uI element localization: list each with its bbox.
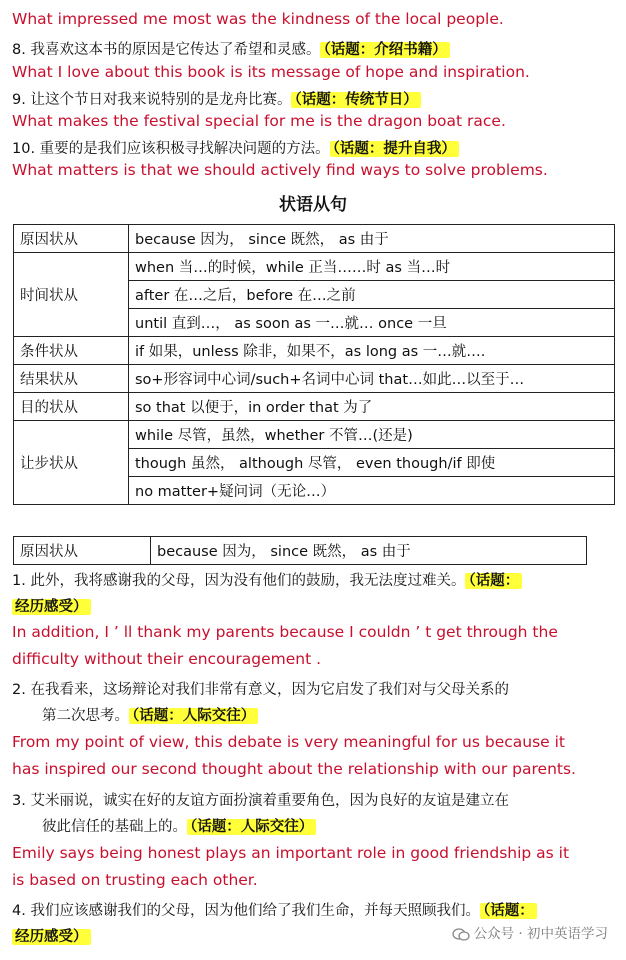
- table-row: [14, 337, 615, 365]
- table-cell: though 虽然， although 尽管， even though/if 即使: [129, 449, 615, 477]
- example-1-en-1: In addition, I ’ ll thank my parents because I couldn ’ t get through the: [12, 623, 558, 641]
- topic-tag: （话题：介绍书籍）: [320, 42, 449, 58]
- sentence-9-cn: [12, 88, 421, 109]
- example-1-tag-line: [12, 595, 91, 616]
- example-2-en-1: From my point of view, this debate is very meaningful for us because it: [12, 733, 565, 751]
- sentence-10-cn-text: 10. 重要的是我们应该积极寻找解决问题的方法。: [12, 141, 330, 157]
- wechat-icon: [452, 928, 470, 941]
- example-4-cn-text: 4. 我们应该感谢我们的父母，因为他们给了我们生命，并每天照顾我们。: [12, 903, 480, 919]
- example-3-en-1: Emily says being honest plays an important role in good friendship as it: [12, 844, 570, 862]
- table-cell: after 在…之后，before 在…之前: [129, 281, 615, 309]
- sentence-10-en: What matters is that we should actively find ways to solve problems.: [12, 161, 548, 179]
- topic-tag: 经历感受）: [12, 929, 91, 945]
- table-row: [14, 393, 615, 421]
- row-header-reason: 原因状从: [14, 225, 129, 253]
- table-row: [14, 421, 615, 449]
- topic-tag: （话题：传统节日）: [291, 92, 420, 108]
- topic-tag: （话题：人际交往）: [187, 819, 316, 835]
- sentence-8-en: What I love about this book is its message of hope and inspiration.: [12, 63, 530, 81]
- table-cell: so+形容词中心词/such+名词中心词 that…如此…以至于…: [129, 365, 615, 393]
- topic-tag: （话题：人际交往）: [129, 708, 258, 724]
- example-3-en-2: is based on trusting each other.: [12, 871, 258, 889]
- sentence-10-cn: [12, 137, 459, 158]
- table-row: [14, 365, 615, 393]
- example-1-en-2: difficulty without their encouragement .: [12, 650, 322, 668]
- row-header-result: 结果状从: [14, 365, 129, 393]
- topic-tag: （话题：: [465, 573, 522, 589]
- sentence-9-en: What makes the festival special for me is the dragon boat race.: [12, 112, 506, 130]
- table-cell: if 如果，unless 除非，如果不，as long as 一…就….: [129, 337, 615, 365]
- row-header-time: 时间状从: [14, 253, 129, 337]
- table-row: [14, 253, 615, 281]
- section-title: 状语从句: [279, 195, 347, 215]
- table-cell: until 直到…， as soon as 一…就… once 一旦: [129, 309, 615, 337]
- sentence-7-en: What impressed me most was the kindness of the local people.: [12, 10, 504, 28]
- row-header-concession: 让步状从: [14, 421, 129, 505]
- table-cell: no matter+疑问词（无论…）: [129, 477, 615, 505]
- topic-tag: 经历感受）: [12, 599, 91, 615]
- watermark-text: 公众号 · 初中英语学习: [473, 926, 608, 942]
- example-2-en-2: has inspired our second thought about the relationship with our parents.: [12, 760, 576, 778]
- example-4-cn: [12, 899, 537, 920]
- example-2-cn-2: [42, 704, 258, 725]
- example-1-cn-text: 1. 此外，我将感谢我的父母，因为没有他们的鼓励，我无法度过难关。: [12, 573, 466, 589]
- table-cell: when 当…的时候，while 正当……时 as 当…时: [129, 253, 615, 281]
- sentence-9-cn-text: 9. 让这个节日对我来说特别的是龙舟比赛。: [12, 92, 292, 108]
- example-2-cn-text: 第二次思考。: [42, 708, 129, 724]
- example-3-cn-2: [42, 815, 316, 836]
- example-2-cn-1: 2. 在我看来，这场辩论对我们非常有意义，因为它启发了我们对与父母关系的: [12, 682, 509, 698]
- table-cell: because 因为， since 既然， as 由于: [129, 225, 615, 253]
- sentence-8-cn-text: 8. 我喜欢这本书的原因是它传达了希望和灵感。: [12, 42, 321, 58]
- topic-tag: （话题：: [480, 903, 537, 919]
- table-row: [14, 225, 615, 253]
- example-3-cn-text: 彼此信任的基础上的。: [42, 819, 187, 835]
- sentence-8-cn: [12, 38, 450, 59]
- table-cell: because 因为， since 既然， as 由于: [151, 537, 587, 565]
- row-header-purpose: 目的状从: [14, 393, 129, 421]
- reason-clause-table: [13, 536, 587, 565]
- watermark: [452, 922, 608, 942]
- table-row: [14, 537, 587, 565]
- example-3-cn-1: 3. 艾米丽说，诚实在好的友谊方面扮演着重要角色，因为良好的友谊是建立在: [12, 793, 509, 809]
- example-1-cn: [12, 569, 522, 590]
- row-header-reason: 原因状从: [14, 537, 151, 565]
- example-4-tag-line: [12, 925, 91, 946]
- row-header-condition: 条件状从: [14, 337, 129, 365]
- table-cell: so that 以便于，in order that 为了: [129, 393, 615, 421]
- topic-tag: （话题：提升自我）: [330, 141, 459, 157]
- adverbial-clause-table: [13, 224, 615, 505]
- table-cell: while 尽管，虽然，whether 不管…(还是): [129, 421, 615, 449]
